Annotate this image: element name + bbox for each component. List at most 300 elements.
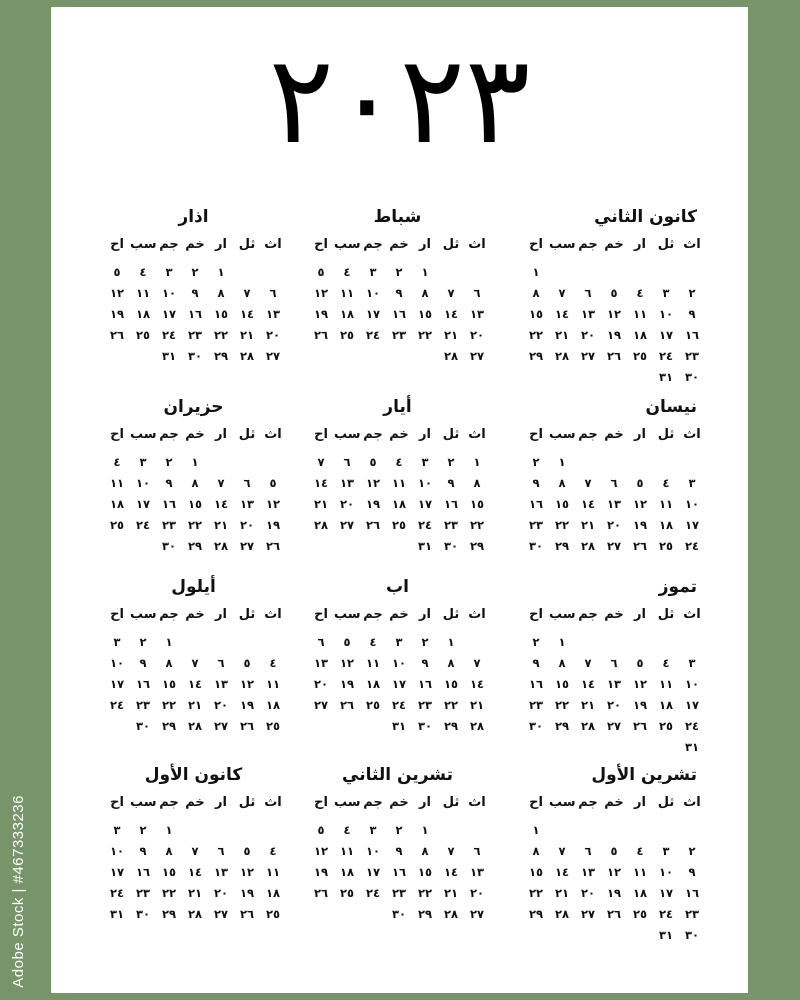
day-cell: ٢٨ (554, 907, 570, 921)
stock-watermark: Adobe Stock | #467333236 (10, 795, 27, 988)
day-cell: ٣ (421, 455, 429, 469)
day-cell: ٢٠ (213, 886, 229, 900)
month-title: أيار (383, 397, 412, 417)
day-cell: ٧ (191, 844, 199, 858)
day-cell: ٥ (610, 844, 618, 858)
weekday-label: اح (314, 607, 328, 622)
day-cell: ٢٣ (391, 886, 407, 900)
day-cell: ٤ (636, 844, 644, 858)
day-cell: ١٣ (606, 677, 622, 691)
day-cell: ٣٠ (187, 349, 203, 363)
day-cell: ٤ (369, 635, 377, 649)
day-cell: ٢٩ (528, 907, 544, 921)
day-cell: ٢٧ (580, 907, 596, 921)
day-cell: ٢٦ (265, 539, 281, 553)
day-cell: ٢٢ (417, 886, 433, 900)
day-cell: ١٧ (109, 865, 125, 879)
day-cell: ١٥ (213, 307, 229, 321)
day-cell: ٢١ (313, 497, 329, 511)
day-cell: ١٢ (606, 307, 622, 321)
day-cell: ٣١ (658, 370, 674, 384)
month-block (514, 397, 711, 577)
day-cell: ١٨ (339, 307, 355, 321)
weekday-label: جم (159, 427, 179, 442)
day-cell: ٨ (165, 844, 173, 858)
day-cell: ٤ (395, 455, 403, 469)
day-cell: ٢٠ (469, 328, 485, 342)
day-cell: ١٨ (135, 307, 151, 321)
day-cell: ٢٠ (313, 677, 329, 691)
weekday-label: اح (314, 427, 328, 442)
day-cell: ١٩ (632, 518, 648, 532)
day-cell: ١٦ (135, 677, 151, 691)
day-cell: ٢٣ (528, 518, 544, 532)
day-cell: ٢٣ (187, 328, 203, 342)
day-cell: ٧ (243, 286, 251, 300)
weekday-label: اث (264, 237, 282, 252)
day-cell: ٢١ (443, 328, 459, 342)
day-cell: ٨ (447, 656, 455, 670)
weekday-label: ثل (238, 607, 256, 622)
day-cell: ١٤ (443, 865, 459, 879)
day-cell: ٦ (473, 286, 481, 300)
day-cell: ١ (532, 823, 540, 837)
day-cell: ٢٠ (265, 328, 281, 342)
weekday-label: ثل (442, 427, 460, 442)
day-cell: ٥ (343, 635, 351, 649)
day-cell: ١٨ (365, 677, 381, 691)
day-cell: ٢١ (187, 886, 203, 900)
day-cell: ٢٧ (239, 539, 255, 553)
weekday-label: اح (110, 237, 124, 252)
day-cell: ١٨ (109, 497, 125, 511)
day-cell: ٩ (139, 844, 147, 858)
weekday-label: اح (529, 237, 543, 252)
day-cell: ٢٩ (161, 907, 177, 921)
day-cell: ٢٦ (606, 349, 622, 363)
weekday-label: ثل (238, 427, 256, 442)
day-cell: ٢٤ (658, 349, 674, 363)
day-cell: ٨ (165, 656, 173, 670)
day-cell: ٢٧ (213, 907, 229, 921)
day-cell: ١٦ (391, 865, 407, 879)
day-cell: ٣١ (161, 349, 177, 363)
day-cell: ٢١ (443, 886, 459, 900)
day-cell: ١٢ (632, 497, 648, 511)
month-title: اب (386, 577, 409, 597)
day-cell: ٢٣ (135, 886, 151, 900)
weekday-label: اح (529, 607, 543, 622)
day-cell: ١١ (339, 844, 355, 858)
day-cell: ٧ (473, 656, 481, 670)
weekday-label: سب (334, 607, 361, 622)
weekday-label: اث (683, 427, 701, 442)
weekday-label: جم (578, 237, 598, 252)
month-block (299, 397, 496, 577)
day-cell: ١٣ (213, 677, 229, 691)
day-cell: ٢١ (580, 698, 596, 712)
weekday-label: اح (110, 427, 124, 442)
day-cell: ١٤ (580, 677, 596, 691)
day-cell: ٢٩ (187, 539, 203, 553)
day-cell: ١٨ (632, 886, 648, 900)
day-cell: ٢٠ (580, 328, 596, 342)
day-cell: ١٣ (580, 865, 596, 879)
day-cell: ٣٠ (391, 907, 407, 921)
day-cell: ١٣ (213, 865, 229, 879)
day-cell: ١٠ (109, 844, 125, 858)
day-cell: ١١ (391, 476, 407, 490)
month-title: اذار (178, 207, 209, 227)
weekday-label: ار (215, 427, 227, 442)
weekday-label: ثل (442, 795, 460, 810)
month-title: حزيران (163, 397, 224, 417)
weekday-label: ار (419, 607, 431, 622)
day-cell: ٧ (447, 844, 455, 858)
day-cell: ٦ (317, 635, 325, 649)
weekday-label: ثل (238, 237, 256, 252)
day-cell: ١٤ (469, 677, 485, 691)
day-cell: ٩ (688, 307, 696, 321)
day-cell: ١٩ (365, 497, 381, 511)
day-cell: ٣ (113, 823, 121, 837)
day-cell: ١٢ (606, 865, 622, 879)
day-cell: ١٤ (313, 476, 329, 490)
day-cell: ٥ (636, 476, 644, 490)
day-cell: ١٣ (239, 497, 255, 511)
weekday-header (299, 607, 496, 627)
day-cell: ٢٠ (469, 886, 485, 900)
day-cell: ٣٠ (161, 539, 177, 553)
day-cell: ٢٤ (365, 328, 381, 342)
day-cell: ٢٤ (391, 698, 407, 712)
day-cell: ١٥ (443, 677, 459, 691)
weekday-label: خم (185, 795, 205, 810)
day-cell: ١٣ (606, 497, 622, 511)
day-cell: ٦ (269, 286, 277, 300)
day-cell: ٢٥ (365, 698, 381, 712)
day-cell: ١٧ (365, 865, 381, 879)
weekday-label: اح (529, 795, 543, 810)
weekday-label: سب (334, 795, 361, 810)
day-cell: ٣ (688, 476, 696, 490)
day-cell: ٣ (395, 635, 403, 649)
weekday-label: جم (363, 795, 383, 810)
day-cell: ١٠ (391, 656, 407, 670)
weekday-label: سب (549, 795, 576, 810)
day-cell: ١٢ (632, 677, 648, 691)
day-cell: ٢٣ (684, 349, 700, 363)
day-cell: ٢١ (554, 328, 570, 342)
day-cell: ١١ (339, 286, 355, 300)
day-cell: ١٧ (109, 677, 125, 691)
day-cell: ٢٨ (213, 539, 229, 553)
day-cell: ٢٨ (443, 349, 459, 363)
day-cell: ١١ (365, 656, 381, 670)
weekday-label: ار (215, 607, 227, 622)
day-cell: ١٣ (469, 307, 485, 321)
day-cell: ١٤ (580, 497, 596, 511)
day-cell: ٨ (421, 844, 429, 858)
day-cell: ١٦ (161, 497, 177, 511)
day-cell: ١١ (135, 286, 151, 300)
day-cell: ٣ (139, 455, 147, 469)
day-cell: ٦ (610, 656, 618, 670)
day-cell: ٧ (558, 844, 566, 858)
day-cell: ٧ (584, 476, 592, 490)
month-block (95, 577, 292, 757)
day-cell: ٢٢ (528, 328, 544, 342)
day-cell: ٢٥ (339, 886, 355, 900)
weekday-label: خم (389, 795, 409, 810)
day-cell: ٢٥ (658, 539, 674, 553)
weekday-label: ار (419, 427, 431, 442)
day-cell: ١٩ (109, 307, 125, 321)
weekday-label: جم (578, 795, 598, 810)
day-cell: ٣ (662, 844, 670, 858)
day-cell: ١٠ (365, 844, 381, 858)
day-cell: ٢ (688, 844, 696, 858)
day-cell: ١٤ (187, 865, 203, 879)
day-cell: ١٥ (187, 497, 203, 511)
day-cell: ٩ (191, 286, 199, 300)
day-cell: ٢٠ (239, 518, 255, 532)
day-cell: ٢٩ (213, 349, 229, 363)
weekday-label: خم (604, 427, 624, 442)
day-cell: ٩ (139, 656, 147, 670)
weekday-label: ار (634, 237, 646, 252)
weekday-label: خم (389, 237, 409, 252)
day-cell: ٤ (662, 656, 670, 670)
day-cell: ١٩ (606, 328, 622, 342)
day-cell: ٢٦ (339, 698, 355, 712)
day-cell: ٢٥ (135, 328, 151, 342)
day-cell: ٢١ (213, 518, 229, 532)
day-cell: ١ (532, 265, 540, 279)
day-cell: ٢٨ (554, 349, 570, 363)
month-title: شباط (373, 207, 422, 227)
day-cell: ٩ (395, 286, 403, 300)
weekday-header (514, 237, 711, 257)
month-block (95, 397, 292, 577)
month-title: كانون الأول (144, 765, 243, 785)
day-cell: ١ (217, 265, 225, 279)
day-cell: ٢ (421, 635, 429, 649)
weekday-label: اح (110, 607, 124, 622)
weekday-label: اث (468, 237, 486, 252)
day-cell: ٢٢ (554, 698, 570, 712)
day-cell: ٦ (243, 476, 251, 490)
day-cell: ٣ (662, 286, 670, 300)
weekday-header (95, 237, 292, 257)
day-cell: ١١ (658, 677, 674, 691)
day-cell: ١٧ (135, 497, 151, 511)
day-cell: ٧ (317, 455, 325, 469)
day-cell: ٨ (532, 844, 540, 858)
day-cell: ٢٨ (239, 349, 255, 363)
day-cell: ١ (447, 635, 455, 649)
weekday-header (299, 795, 496, 815)
day-cell: ٢٩ (417, 907, 433, 921)
day-cell: ٥ (636, 656, 644, 670)
day-cell: ١٩ (239, 698, 255, 712)
day-cell: ٢٨ (443, 907, 459, 921)
day-cell: ٢١ (187, 698, 203, 712)
weekday-header (95, 795, 292, 815)
month-block (514, 577, 711, 757)
day-cell: ٢ (165, 455, 173, 469)
day-cell: ١٤ (554, 307, 570, 321)
weekday-label: سب (130, 427, 157, 442)
day-cell: ٨ (532, 286, 540, 300)
day-cell: ٦ (217, 844, 225, 858)
day-cell: ٥ (243, 656, 251, 670)
day-cell: ٤ (636, 286, 644, 300)
weekday-label: جم (159, 795, 179, 810)
day-cell: ٣١ (417, 539, 433, 553)
day-cell: ٣١ (684, 740, 700, 754)
day-cell: ١٣ (313, 656, 329, 670)
day-cell: ٢٧ (265, 349, 281, 363)
day-cell: ٩ (165, 476, 173, 490)
day-cell: ١ (165, 635, 173, 649)
day-cell: ٤ (139, 265, 147, 279)
day-cell: ١٥ (554, 677, 570, 691)
month-block (299, 765, 496, 945)
day-cell: ٣٠ (135, 719, 151, 733)
day-cell: ١٦ (684, 328, 700, 342)
weekday-label: اح (529, 427, 543, 442)
day-cell: ٤ (113, 455, 121, 469)
day-cell: ٧ (217, 476, 225, 490)
day-cell: ٧ (447, 286, 455, 300)
day-cell: ١١ (265, 865, 281, 879)
day-cell: ٢٥ (109, 518, 125, 532)
weekday-header (514, 427, 711, 447)
day-cell: ٢٤ (658, 907, 674, 921)
weekday-label: اث (468, 427, 486, 442)
day-cell: ٣٠ (417, 719, 433, 733)
day-cell: ١٣ (265, 307, 281, 321)
day-cell: ٩ (395, 844, 403, 858)
weekday-label: خم (389, 427, 409, 442)
day-cell: ٢٣ (135, 698, 151, 712)
day-cell: ١٦ (417, 677, 433, 691)
day-cell: ١٠ (109, 656, 125, 670)
day-cell: ١٦ (528, 497, 544, 511)
weekday-header (514, 607, 711, 627)
day-cell: ٢٦ (109, 328, 125, 342)
day-cell: ١٦ (684, 886, 700, 900)
day-cell: ٩ (532, 656, 540, 670)
day-cell: ٢٢ (528, 886, 544, 900)
day-cell: ٢٣ (161, 518, 177, 532)
day-cell: ٨ (217, 286, 225, 300)
day-cell: ٢٨ (580, 719, 596, 733)
day-cell: ١٤ (554, 865, 570, 879)
day-cell: ١٥ (161, 677, 177, 691)
day-cell: ٢٩ (554, 719, 570, 733)
day-cell: ٣٠ (443, 539, 459, 553)
day-cell: ١٥ (554, 497, 570, 511)
day-cell: ١ (191, 455, 199, 469)
weekday-header (299, 237, 496, 257)
day-cell: ٢٢ (161, 698, 177, 712)
day-cell: ١٩ (632, 698, 648, 712)
day-cell: ١٣ (580, 307, 596, 321)
day-cell: ٨ (473, 476, 481, 490)
weekday-header (95, 427, 292, 447)
month-block (299, 577, 496, 757)
weekday-label: اث (264, 607, 282, 622)
weekday-label: اث (683, 237, 701, 252)
day-cell: ١٤ (213, 497, 229, 511)
weekday-label: ثل (657, 427, 675, 442)
weekday-header (95, 607, 292, 627)
day-cell: ١٧ (658, 886, 674, 900)
day-cell: ٢ (395, 823, 403, 837)
day-cell: ٣١ (658, 928, 674, 942)
day-cell: ١٣ (339, 476, 355, 490)
day-cell: ٢٤ (109, 698, 125, 712)
day-cell: ٦ (343, 455, 351, 469)
day-cell: ١٢ (265, 497, 281, 511)
weekday-label: جم (363, 607, 383, 622)
day-cell: ٢٢ (187, 518, 203, 532)
weekday-label: اح (110, 795, 124, 810)
day-cell: ٥ (243, 844, 251, 858)
weekday-label: ثل (238, 795, 256, 810)
weekday-label: ار (419, 795, 431, 810)
weekday-label: ثل (442, 237, 460, 252)
day-cell: ٥ (317, 265, 325, 279)
day-cell: ١٧ (684, 518, 700, 532)
day-cell: ٣ (113, 635, 121, 649)
weekday-label: ار (215, 795, 227, 810)
day-cell: ٢٤ (161, 328, 177, 342)
day-cell: ٨ (191, 476, 199, 490)
day-cell: ١١ (265, 677, 281, 691)
day-cell: ١٤ (239, 307, 255, 321)
day-cell: ٢٩ (554, 539, 570, 553)
day-cell: ٢٦ (606, 907, 622, 921)
day-cell: ٣٠ (135, 907, 151, 921)
month-block (95, 207, 292, 387)
day-cell: ١٤ (187, 677, 203, 691)
day-cell: ٣١ (109, 907, 125, 921)
day-cell: ١٧ (684, 698, 700, 712)
day-cell: ١٨ (339, 865, 355, 879)
day-cell: ١ (473, 455, 481, 469)
day-cell: ٢٩ (443, 719, 459, 733)
day-cell: ١١ (632, 307, 648, 321)
weekday-label: سب (334, 427, 361, 442)
day-cell: ١٩ (265, 518, 281, 532)
day-cell: ٣٠ (684, 928, 700, 942)
day-cell: ٦ (610, 476, 618, 490)
day-cell: ٢ (688, 286, 696, 300)
day-cell: ١٦ (528, 677, 544, 691)
day-cell: ٢٨ (469, 719, 485, 733)
day-cell: ٢٦ (239, 719, 255, 733)
day-cell: ١٢ (339, 656, 355, 670)
day-cell: ٧ (584, 656, 592, 670)
day-cell: ٢٧ (606, 539, 622, 553)
day-cell: ٦ (473, 844, 481, 858)
day-cell: ٢ (395, 265, 403, 279)
day-cell: ٩ (688, 865, 696, 879)
day-cell: ١٩ (239, 886, 255, 900)
